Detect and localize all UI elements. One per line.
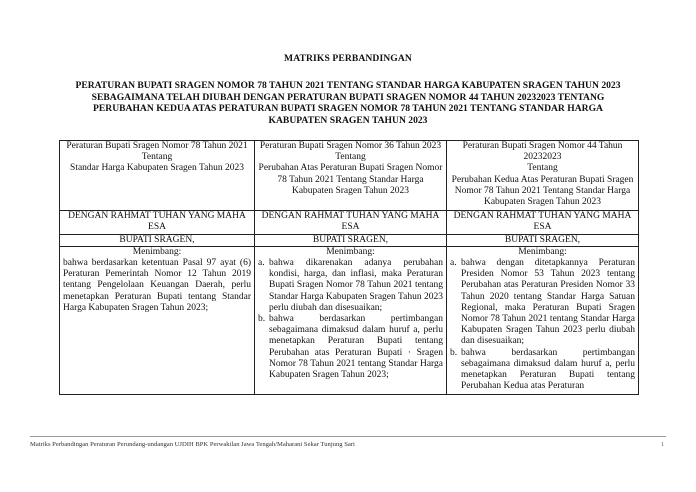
consideration-item <box>258 314 443 381</box>
table-row <box>60 234 639 246</box>
item-text: bahwa dengan ditetapkannya Peraturan Presiden Nomor 53 Tahun 2023 tentang Perubahan atas Peraturan Presiden Nomor 33 Tahun 2020 tentang Standar Harga Satuan Regional, maka Peraturan Bupati Sragen Nomor 78 Tahun 2021 tentang Standar Harga Kabupaten Sragen Tahun 2023 perlu diubah dan disesuaikan; <box>461 258 635 347</box>
rahmat-cell: DENGAN RAHMAT TUHAN YANG MAHA ESA <box>255 211 447 234</box>
comparison-table <box>59 140 639 395</box>
table-row <box>60 246 639 395</box>
header-regulation: Peraturan Bupati Sragen Nomor 78 Tahun 2021 <box>66 141 248 151</box>
bupati-cell: BUPATI SRAGEN, <box>447 234 639 246</box>
item-marker: b. <box>450 347 458 358</box>
header-subject: Standar Harga Kabupaten Sragen Tahun 2023 <box>70 163 244 174</box>
menimbang-cell <box>447 246 639 395</box>
header-tentang: Tentang <box>527 163 558 174</box>
item-text: bahwa berdasarkan pertimbangan sebagaimana dimaksud dalam huruf a, perlu menetapkan Peraturan Bupati tentang Perubahan Kedua atas Peraturan <box>461 347 635 392</box>
column-header-1 <box>60 141 255 211</box>
menimbang-label: Menimbang: <box>518 246 567 257</box>
subtitle-line: KABUPATEN SRAGEN TAHUN 2023 <box>268 114 428 126</box>
menimbang-label: Menimbang: <box>132 246 182 257</box>
item-marker: b. <box>258 314 266 325</box>
menimbang-cell <box>255 246 447 395</box>
rahmat-cell: DENGAN RAHMAT TUHAN YANG MAHA ESA <box>447 211 639 234</box>
consideration-item <box>450 348 635 393</box>
table-row <box>60 211 639 234</box>
document-subtitle <box>60 80 636 126</box>
footer-divider <box>30 436 666 437</box>
page-footer: Matriks Perbandingan Peraturan Perundang-undangan UJDIH BPK Perwakilan Jawa Tengah/Maharani Sekar Tunjung Sari <box>30 441 355 448</box>
subtitle-line: PERATURAN BUPATI SRAGEN NOMOR 78 TAHUN 2021 TENTANG STANDAR HARGA KABUPATEN SRAGEN TAHUN 2023 <box>75 80 621 91</box>
bupati-cell: BUPATI SRAGEN, <box>255 234 447 246</box>
header-subject: Perubahan Atas Peraturan Bupati Sragen Nomor 78 Tahun 2021 Tentang Standar Harga Kabupaten Sragen Tahun 2023 <box>258 163 443 196</box>
item-text: bahwa dikarenakan adanya perubahan kondisi, harga, dan inflasi, maka Peraturan Bupati Sragen Nomor 78 Tahun 2021 tentang Standar Harga Kabupaten Sragen Tahun 2023 perlu diubah dan disesuaikan; <box>269 258 443 313</box>
header-subject: Perubahan Kedua Atas Peraturan Bupati Sragen Nomor 78 Tahun 2021 Tentang Standar Harga Kabupaten Sragen Tahun 2023 <box>451 174 634 208</box>
header-regulation: Peraturan Bupati Sragen Nomor 36 Tahun 2023 <box>259 141 442 151</box>
item-marker: a. <box>450 258 457 269</box>
header-tentang: Tentang <box>141 152 173 163</box>
menimbang-cell <box>60 246 255 395</box>
bupati-cell: BUPATI SRAGEN, <box>60 234 255 246</box>
document-title: MATRIKS PERBANDINGAN <box>284 53 412 64</box>
consideration-text: bahwa berdasarkan ketentuan Pasal 97 ayat (6) Peraturan Pemerintah Nomor 12 Tahun 2019 tentang Pengelolaan Keuangan Daerah, perlu menetapkan Peraturan Bupati tentang Standar Harga Kabupaten Sragen Tahun 2023; <box>63 258 251 313</box>
header-tentang: Tentang <box>335 152 366 163</box>
page-number: 1 <box>661 441 665 448</box>
rahmat-cell: DENGAN RAHMAT TUHAN YANG MAHA ESA <box>60 211 255 234</box>
item-text: bahwa berdasarkan pertimbangan sebagaimana dimaksud dalam huruf a, perlu menetapkan Peraturan Bupati tentang Perubahan atas Peraturan Bupati · Sragen Nomor 78 Tahun 2021 tentang Standar Harga Kabupaten Sragen Tahun 2023; <box>269 314 443 381</box>
column-header-2 <box>255 141 447 211</box>
column-header-3 <box>447 141 639 211</box>
subtitle-line: SEBAGAIMANA TELAH DIUBAH DENGAN PERATURAN BUPATI SRAGEN NOMOR 44 TAHUN 20232023 TENTANG <box>91 91 605 103</box>
consideration-item <box>450 258 635 348</box>
subtitle-line: PERUBAHAN KEDUA ATAS PERATURAN BUPATI SRAGEN NOMOR 78 TAHUN 2021 TENTANG STANDAR HARGA <box>93 103 603 115</box>
item-marker: a. <box>258 258 265 269</box>
header-regulation: Peraturan Bupati Sragen Nomor 44 Tahun 20232023 <box>462 141 623 163</box>
consideration-item <box>258 258 443 314</box>
table-header-row <box>60 141 639 211</box>
menimbang-label: Menimbang: <box>326 246 375 257</box>
